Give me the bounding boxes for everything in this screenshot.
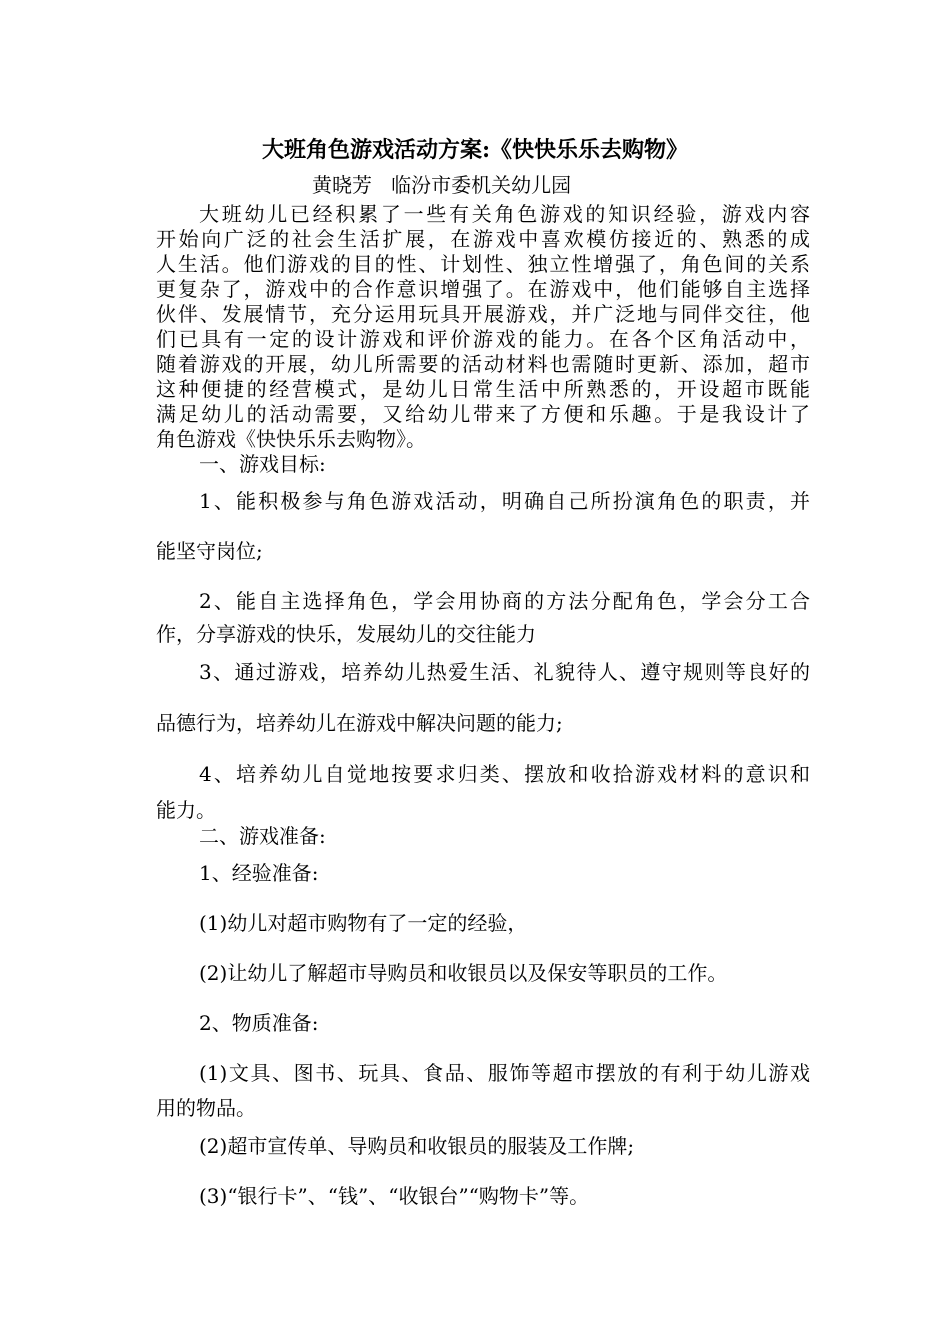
goal-item: 3、通过游戏，培养幼儿热爱生活、礼貌待人、遵守规则等良好的 [199,660,810,684]
prep-item-cont: 用的物品。 [156,1096,256,1120]
author-line: 黄晓芳 临汾市委机关幼儿园 [312,173,572,197]
goal-item-cont: 能力。 [156,798,216,822]
intro-line: 们已具有一定的设计游戏和评价游戏的能力。在各个区角活动中， [156,327,810,351]
intro-line: 这种便捷的经营模式，是幼儿日常生活中所熟悉的，开设超市既能 [156,377,810,401]
subsection-heading-materials: 2、物质准备: [199,1011,319,1035]
intro-line: 角色游戏《快快乐乐去购物》。 [156,427,426,451]
intro-line: 满足幼儿的活动需要，又给幼儿带来了方便和乐趣。于是我设计了 [156,402,810,426]
section-heading-goals: 一、游戏目标: [199,452,326,476]
prep-item: (1)文具、图书、玩具、食品、服饰等超市摆放的有利于幼儿游戏 [199,1061,810,1085]
subsection-heading-experience: 1、经验准备: [199,861,319,885]
goal-item: 2、能自主选择角色，学会用协商的方法分配角色，学会分工合 [199,589,810,613]
prep-item: (2)超市宣传单、导购员和收银员的服装及工作牌; [199,1134,635,1158]
intro-line: 大班幼儿已经积累了一些有关角色游戏的知识经验，游戏内容 [199,202,810,226]
prep-item: (3)“银行卡”、“钱”、“收银台”“购物卡”等。 [199,1184,590,1208]
goal-item: 4、培养幼儿自觉地按要求归类、摆放和收拾游戏材料的意识和 [199,762,810,786]
prep-item: (2)让幼儿了解超市导购员和收银员以及保安等职员的工作。 [199,961,728,985]
intro-line: 伙伴、发展情节，充分运用玩具开展游戏，并广泛地与同伴交往，他 [156,302,810,326]
goal-item: 1、能积极参与角色游戏活动，明确自己所扮演角色的职责，并 [199,489,810,513]
prep-item: (1)幼儿对超市购物有了一定的经验， [199,911,528,935]
goal-item-cont: 品德行为，培养幼儿在游戏中解决问题的能力; [156,711,563,735]
intro-line: 随着游戏的开展，幼儿所需要的活动材料也需随时更新、添加，超市 [156,352,810,376]
document-title: 大班角色游戏活动方案:《快快乐乐去购物》 [261,137,689,163]
intro-line: 更复杂了，游戏中的合作意识增强了。在游戏中，他们能够自主选择 [156,277,810,301]
goal-item-cont: 作，分享游戏的快乐，发展幼儿的交往能力 [156,622,536,646]
intro-line: 人生活。他们游戏的目的性、计划性、独立性增强了，角色间的关系 [156,252,810,276]
intro-line: 开始向广泛的社会生活扩展，在游戏中喜欢模仿接近的、熟悉的成 [156,227,810,251]
section-heading-preparation: 二、游戏准备: [199,824,326,848]
goal-item-cont: 能坚守岗位; [156,539,263,563]
